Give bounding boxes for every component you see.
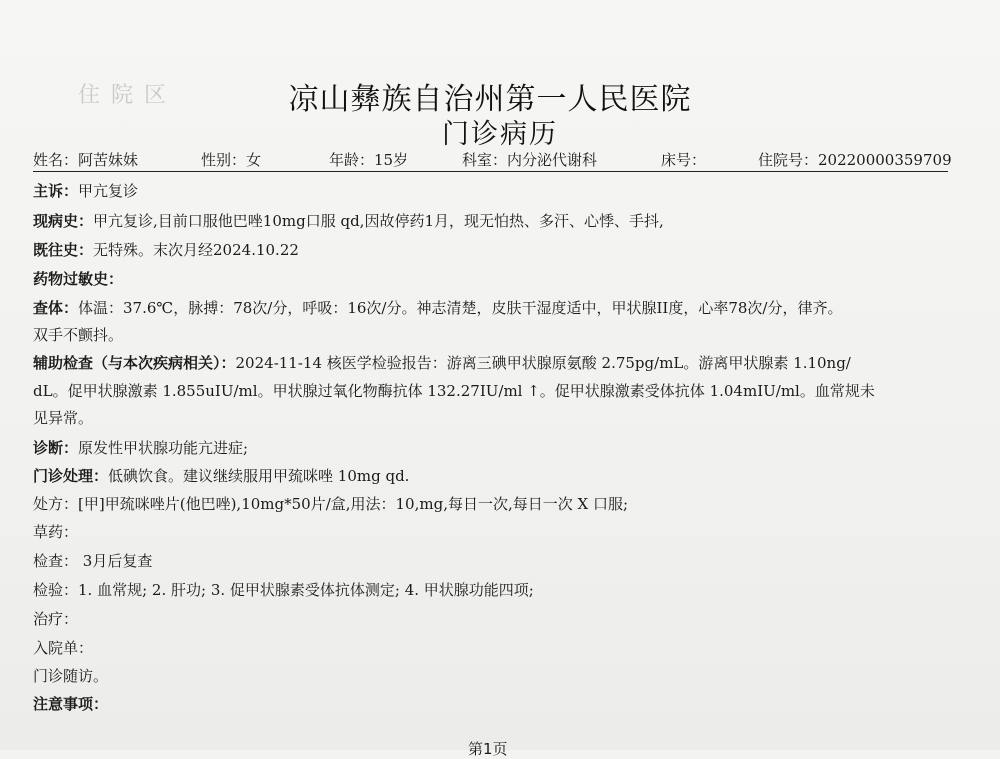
- exam-value-line1: 体温：37.6℃，脉搏：78次/分，呼吸：16次/分。神志清楚，皮肤干湿度适中，甲状腺II度，心率78次/分，律齐。: [78, 299, 843, 317]
- treatment-label: 门诊处理：: [33, 467, 109, 485]
- aux-exam-label: 辅助检查（与本次疾病相关）：: [33, 354, 236, 372]
- prescription-value: [甲]甲巯咪唑片(他巴唑),10mg*50片/盒,用法：10,mg,每日一次,每日一次 X 口服;: [78, 495, 629, 513]
- lab-value: 1. 血常规; 2. 肝功; 3. 促甲状腺素受体抗体测定; 4. 甲状腺功能四项;: [78, 581, 534, 599]
- record-title: 门诊病历: [442, 119, 558, 150]
- patient-admission-no: 住院号：20220000359709: [758, 151, 952, 169]
- aux-exam-value-line1: 2024-11-14 核医学检验报告：游离三碘甲状腺原氨酸 2.75pg/mL。游离甲状腺素 1.10ng/: [235, 354, 851, 372]
- allergy-row: [33, 268, 123, 289]
- exam-row: [33, 297, 842, 318]
- patient-department: 科室：内分泌代谢科: [462, 151, 598, 169]
- follow-up-row: [33, 665, 108, 686]
- allergy-label: 药物过敏史：: [33, 270, 124, 288]
- past-history-value: 无特殊。末次月经2024.10.22: [93, 241, 299, 259]
- present-illness-row: [33, 210, 664, 231]
- faded-header-text: 住 院 区: [78, 83, 168, 108]
- exam-label: 查体：: [33, 299, 79, 317]
- prescription-row: [33, 493, 628, 514]
- aux-exam-value-line3: 见异常。: [33, 409, 94, 427]
- notes-row: [33, 693, 108, 714]
- present-illness-value: 甲亢复诊,目前口服他巴唑10mg口服 qd,因故停药1月，现无怕热、多汗、心悸、手抖,: [93, 212, 664, 230]
- aux-exam-value-line2: dL。促甲状腺激素 1.855uIU/ml。甲状腺过氧化物酶抗体 132.27IU/ml ↑。促甲状腺激素受体抗体 1.04mIU/ml。血常规未: [33, 382, 875, 400]
- treatment-row: [33, 465, 409, 486]
- therapy-label: 治疗：: [33, 610, 79, 628]
- present-illness-label: 现病史：: [33, 212, 94, 230]
- herbal-row: [33, 521, 78, 542]
- check-value: 3月后复查: [78, 552, 153, 570]
- notes-label: 注意事项：: [33, 695, 109, 713]
- diagnosis-label: 诊断：: [33, 439, 79, 457]
- page-number: 第1页: [468, 740, 508, 758]
- past-history-label: 既往史：: [33, 241, 94, 259]
- lab-row: [33, 579, 534, 600]
- chief-complaint-row: [33, 180, 138, 201]
- admission-row: [33, 637, 93, 658]
- hospital-name: 凉山彝族自治州第一人民医院: [288, 82, 692, 117]
- patient-age: 年龄：15岁: [329, 151, 409, 169]
- aux-exam-row: [33, 352, 851, 373]
- diagnosis-row: [33, 437, 248, 458]
- herbal-label: 草药：: [33, 523, 79, 541]
- check-label: 检查：: [33, 552, 79, 570]
- chief-complaint-label: 主诉：: [33, 182, 79, 200]
- lab-label: 检验：: [33, 581, 79, 599]
- check-row: [33, 550, 152, 571]
- treatment-value: 低碘饮食。建议继续服用甲巯咪唑 10mg qd.: [108, 467, 410, 485]
- therapy-row: [33, 608, 78, 629]
- prescription-label: 处方：: [33, 495, 79, 513]
- aux-exam-row-2: [33, 380, 875, 401]
- exam-row-2: [33, 324, 123, 345]
- patient-gender: 性别：女: [201, 151, 262, 169]
- exam-value-line2: 双手不颤抖。: [33, 326, 124, 344]
- aux-exam-row-3: [33, 407, 93, 428]
- past-history-row: [33, 239, 299, 260]
- patient-bed: 床号：: [661, 151, 707, 169]
- patient-info-bar: [33, 149, 952, 172]
- diagnosis-value: 原发性甲状腺功能亢进症;: [78, 439, 249, 457]
- patient-name: 姓名：阿苦妹妹: [33, 151, 139, 169]
- chief-complaint-value: 甲亢复诊: [78, 182, 139, 200]
- admission-label: 入院单：: [33, 639, 94, 657]
- follow-up-text: 门诊随访。: [33, 667, 109, 685]
